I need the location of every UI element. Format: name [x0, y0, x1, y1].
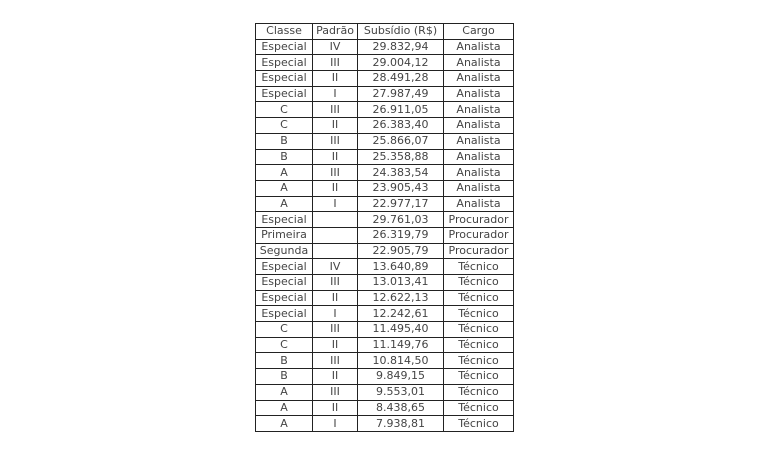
- table-row: [256, 416, 514, 432]
- cell-cargo: Analista: [444, 39, 514, 55]
- cell-cargo: Técnico: [444, 306, 514, 322]
- cell-classe: Especial: [256, 212, 313, 228]
- cell-cargo: Técnico: [444, 353, 514, 369]
- cell-classe: Especial: [256, 86, 313, 102]
- salary-table: [255, 23, 514, 432]
- cell-subsidio: 26.911,05: [358, 102, 444, 118]
- cell-classe: C: [256, 102, 313, 118]
- table-row: [256, 165, 514, 181]
- cell-subsidio: 29.832,94: [358, 39, 444, 55]
- cell-subsidio: 29.004,12: [358, 55, 444, 71]
- cell-subsidio: 25.358,88: [358, 149, 444, 165]
- cell-classe: A: [256, 400, 313, 416]
- table-row: [256, 400, 514, 416]
- table-row: [256, 102, 514, 118]
- table-row: [256, 71, 514, 87]
- cell-classe: B: [256, 369, 313, 385]
- cell-cargo: Analista: [444, 165, 514, 181]
- cell-padrao: II: [313, 400, 358, 416]
- table-row: [256, 306, 514, 322]
- table-row: [256, 353, 514, 369]
- cell-cargo: Analista: [444, 118, 514, 134]
- cell-padrao: [313, 227, 358, 243]
- cell-subsidio: 9.849,15: [358, 369, 444, 385]
- table-row: [256, 180, 514, 196]
- cell-classe: Especial: [256, 259, 313, 275]
- cell-subsidio: 9.553,01: [358, 384, 444, 400]
- table-row: [256, 118, 514, 134]
- table-row: [256, 86, 514, 102]
- cell-subsidio: 28.491,28: [358, 71, 444, 87]
- cell-subsidio: 27.987,49: [358, 86, 444, 102]
- cell-cargo: Analista: [444, 71, 514, 87]
- table-row: [256, 243, 514, 259]
- cell-padrao: III: [313, 102, 358, 118]
- cell-cargo: Analista: [444, 196, 514, 212]
- cell-padrao: I: [313, 306, 358, 322]
- cell-classe: Segunda: [256, 243, 313, 259]
- cell-classe: A: [256, 384, 313, 400]
- cell-cargo: Técnico: [444, 275, 514, 291]
- table-row: [256, 275, 514, 291]
- table-row: [256, 149, 514, 165]
- cell-cargo: Técnico: [444, 337, 514, 353]
- cell-classe: A: [256, 165, 313, 181]
- cell-cargo: Analista: [444, 180, 514, 196]
- cell-classe: Especial: [256, 39, 313, 55]
- cell-classe: Especial: [256, 290, 313, 306]
- cell-classe: B: [256, 149, 313, 165]
- cell-subsidio: 12.242,61: [358, 306, 444, 322]
- cell-subsidio: 8.438,65: [358, 400, 444, 416]
- cell-subsidio: 11.495,40: [358, 322, 444, 338]
- table-row: [256, 369, 514, 385]
- cell-subsidio: 29.761,03: [358, 212, 444, 228]
- header-subsidio: Subsídio (R$): [358, 24, 444, 40]
- cell-padrao: II: [313, 290, 358, 306]
- cell-padrao: II: [313, 337, 358, 353]
- cell-classe: Especial: [256, 71, 313, 87]
- cell-padrao: II: [313, 71, 358, 87]
- table-body: [256, 39, 514, 431]
- cell-padrao: II: [313, 180, 358, 196]
- cell-subsidio: 12.622,13: [358, 290, 444, 306]
- cell-cargo: Técnico: [444, 259, 514, 275]
- table-row: [256, 227, 514, 243]
- cell-padrao: I: [313, 416, 358, 432]
- cell-padrao: II: [313, 149, 358, 165]
- cell-padrao: III: [313, 353, 358, 369]
- cell-cargo: Procurador: [444, 227, 514, 243]
- table-row: [256, 39, 514, 55]
- salary-table-container: [255, 23, 514, 432]
- cell-subsidio: 23.905,43: [358, 180, 444, 196]
- cell-classe: B: [256, 353, 313, 369]
- cell-padrao: III: [313, 275, 358, 291]
- cell-padrao: I: [313, 86, 358, 102]
- cell-cargo: Analista: [444, 102, 514, 118]
- cell-classe: A: [256, 180, 313, 196]
- cell-cargo: Analista: [444, 133, 514, 149]
- table-row: [256, 196, 514, 212]
- cell-cargo: Técnico: [444, 369, 514, 385]
- cell-classe: Especial: [256, 55, 313, 71]
- cell-cargo: Técnico: [444, 416, 514, 432]
- cell-classe: A: [256, 416, 313, 432]
- cell-classe: Especial: [256, 275, 313, 291]
- cell-subsidio: 22.905,79: [358, 243, 444, 259]
- table-row: [256, 384, 514, 400]
- cell-cargo: Técnico: [444, 290, 514, 306]
- cell-cargo: Técnico: [444, 384, 514, 400]
- cell-padrao: II: [313, 118, 358, 134]
- cell-subsidio: 13.640,89: [358, 259, 444, 275]
- cell-padrao: III: [313, 322, 358, 338]
- cell-padrao: III: [313, 55, 358, 71]
- cell-classe: B: [256, 133, 313, 149]
- cell-classe: Primeira: [256, 227, 313, 243]
- cell-padrao: III: [313, 133, 358, 149]
- header-cargo: Cargo: [444, 24, 514, 40]
- cell-padrao: IV: [313, 39, 358, 55]
- cell-subsidio: 10.814,50: [358, 353, 444, 369]
- cell-cargo: Procurador: [444, 212, 514, 228]
- table-row: [256, 259, 514, 275]
- cell-subsidio: 26.319,79: [358, 227, 444, 243]
- cell-padrao: [313, 243, 358, 259]
- cell-cargo: Procurador: [444, 243, 514, 259]
- header-classe: Classe: [256, 24, 313, 40]
- cell-cargo: Técnico: [444, 322, 514, 338]
- cell-padrao: IV: [313, 259, 358, 275]
- cell-padrao: II: [313, 369, 358, 385]
- cell-subsidio: 26.383,40: [358, 118, 444, 134]
- cell-padrao: III: [313, 384, 358, 400]
- cell-classe: C: [256, 118, 313, 134]
- cell-cargo: Analista: [444, 86, 514, 102]
- cell-subsidio: 11.149,76: [358, 337, 444, 353]
- table-row: [256, 133, 514, 149]
- table-header-row: [256, 24, 514, 40]
- header-padrao: Padrão: [313, 24, 358, 40]
- cell-cargo: Analista: [444, 55, 514, 71]
- cell-subsidio: 22.977,17: [358, 196, 444, 212]
- cell-subsidio: 13.013,41: [358, 275, 444, 291]
- table-row: [256, 322, 514, 338]
- cell-classe: C: [256, 322, 313, 338]
- table-row: [256, 290, 514, 306]
- table-row: [256, 212, 514, 228]
- table-row: [256, 55, 514, 71]
- cell-padrao: III: [313, 165, 358, 181]
- cell-subsidio: 25.866,07: [358, 133, 444, 149]
- cell-cargo: Técnico: [444, 400, 514, 416]
- cell-classe: Especial: [256, 306, 313, 322]
- cell-subsidio: 24.383,54: [358, 165, 444, 181]
- table-row: [256, 337, 514, 353]
- cell-cargo: Analista: [444, 149, 514, 165]
- cell-padrao: I: [313, 196, 358, 212]
- cell-classe: A: [256, 196, 313, 212]
- cell-subsidio: 7.938,81: [358, 416, 444, 432]
- cell-padrao: [313, 212, 358, 228]
- cell-classe: C: [256, 337, 313, 353]
